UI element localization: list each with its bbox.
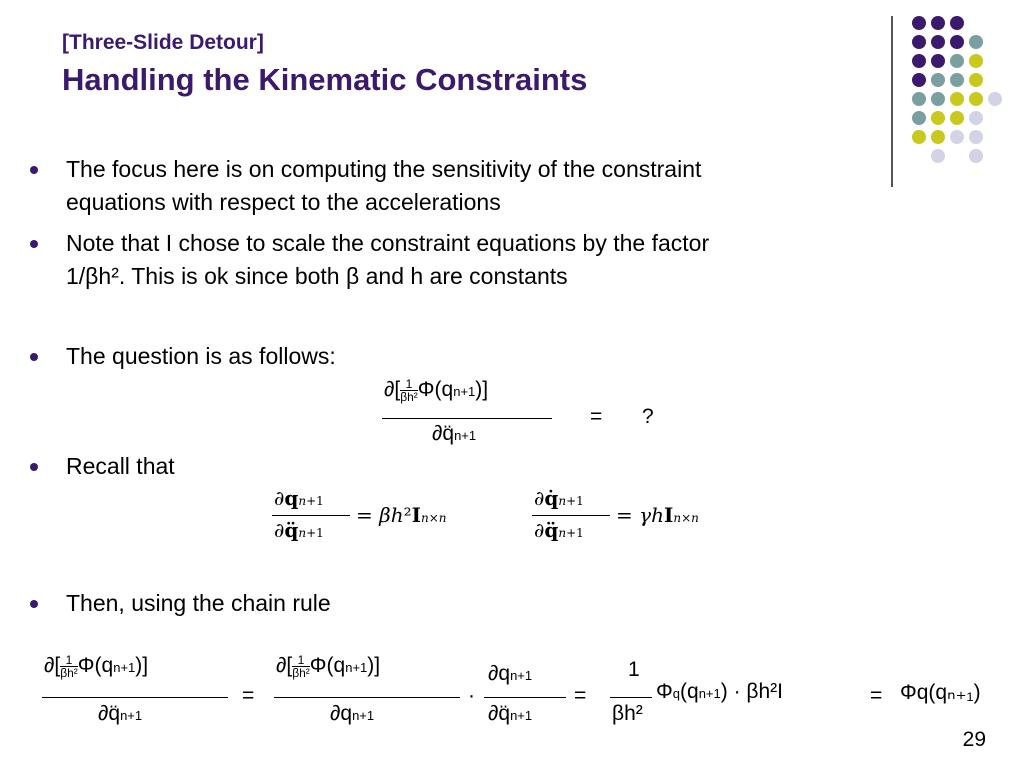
equals-sign: =	[242, 684, 255, 707]
decor-dot	[950, 35, 964, 49]
product-dot: ·	[468, 684, 475, 707]
bullet-2-line-2: 1/βh². This is ok since both β and h are constants	[66, 263, 568, 289]
decor-dot	[912, 111, 926, 125]
fraction-bar	[382, 418, 552, 419]
fraction-bar	[42, 697, 228, 698]
decor-dot	[950, 54, 964, 68]
slide-title: Handling the Kinematic Constraints	[62, 62, 588, 97]
bullet-1-line-2: equations with respect to the accelerations	[66, 189, 501, 215]
decor-dot	[912, 54, 926, 68]
fraction-bar	[484, 697, 566, 698]
bullet-5-text: Then, using the chain rule	[66, 590, 331, 616]
decor-dot	[969, 92, 983, 106]
recall-equation-1: ∂qn+1 ∂q̈n+1 = βh²In×n	[274, 486, 447, 542]
divider-line	[891, 16, 893, 187]
decor-dot	[950, 92, 964, 106]
bullet-marker	[30, 240, 38, 248]
slide-subtitle: [Three-Slide Detour]	[62, 31, 264, 54]
result-term: Φq(qₙ₊₁)	[900, 681, 981, 704]
bullet-marker	[30, 463, 38, 471]
fraction-bar	[272, 515, 350, 516]
decor-dot	[950, 73, 964, 87]
decor-dot	[950, 16, 964, 30]
decor-dot	[912, 130, 926, 144]
bullet-2-line-1: Note that I chose to scale the constraint equations by the factor	[66, 230, 710, 256]
decor-dot	[969, 111, 983, 125]
decor-dot	[912, 35, 926, 49]
fraction-bar	[532, 515, 610, 516]
bullet-marker	[30, 600, 38, 608]
equals-sign: =	[574, 684, 587, 707]
decor-dot	[931, 54, 945, 68]
decor-dot	[969, 73, 983, 87]
recall-equation-2: ∂q̇n+1 ∂q̈n+1 = γhIn×n	[534, 486, 699, 542]
bullet-marker	[30, 353, 38, 361]
bullet-1-line-1: The focus here is on computing the sensitivity of the constraint	[66, 156, 702, 182]
decor-dot	[950, 111, 964, 125]
decor-dot	[931, 35, 945, 49]
question-equation: ∂[ $\frac{1}{\text{βh²}}$ Φ(qn+1)] ∂q̈n+1 = ?	[384, 377, 654, 445]
bullet-marker	[30, 166, 38, 174]
decor-dot	[969, 54, 983, 68]
fraction-bar	[274, 697, 460, 698]
chain-rule-equation: ∂[ $\frac{1}{\text{βh²}}$ Φ(qn+1)] ∂q̈n+1 = ∂[ $\frac{1}{\text{βh²}}$ Φ(qn+1)] ∂qn+1 · ∂qn+1 ∂q̈n+1 = 1 βh² Φq(qn+1) · βh²I = Φq(qₙ₊₁)	[44, 653, 981, 725]
decor-dot	[950, 130, 964, 144]
decor-dot	[969, 130, 983, 144]
decor-dot	[969, 35, 983, 49]
decor-dot	[988, 92, 1002, 106]
decor-dot	[931, 92, 945, 106]
decor-dot	[931, 16, 945, 30]
decor-dot	[931, 111, 945, 125]
bullet-4-text: Recall that	[66, 453, 175, 479]
decor-dot	[931, 73, 945, 87]
page-number: 29	[962, 728, 986, 751]
decor-dot	[912, 92, 926, 106]
decor-dot	[969, 149, 983, 163]
fraction-bar	[610, 697, 652, 698]
bullet-3-text: The question is as follows:	[66, 343, 336, 369]
decor-dot	[912, 73, 926, 87]
decor-dot	[931, 149, 945, 163]
decor-dot	[931, 130, 945, 144]
equals-sign: =	[870, 684, 883, 707]
decor-dot	[912, 16, 926, 30]
